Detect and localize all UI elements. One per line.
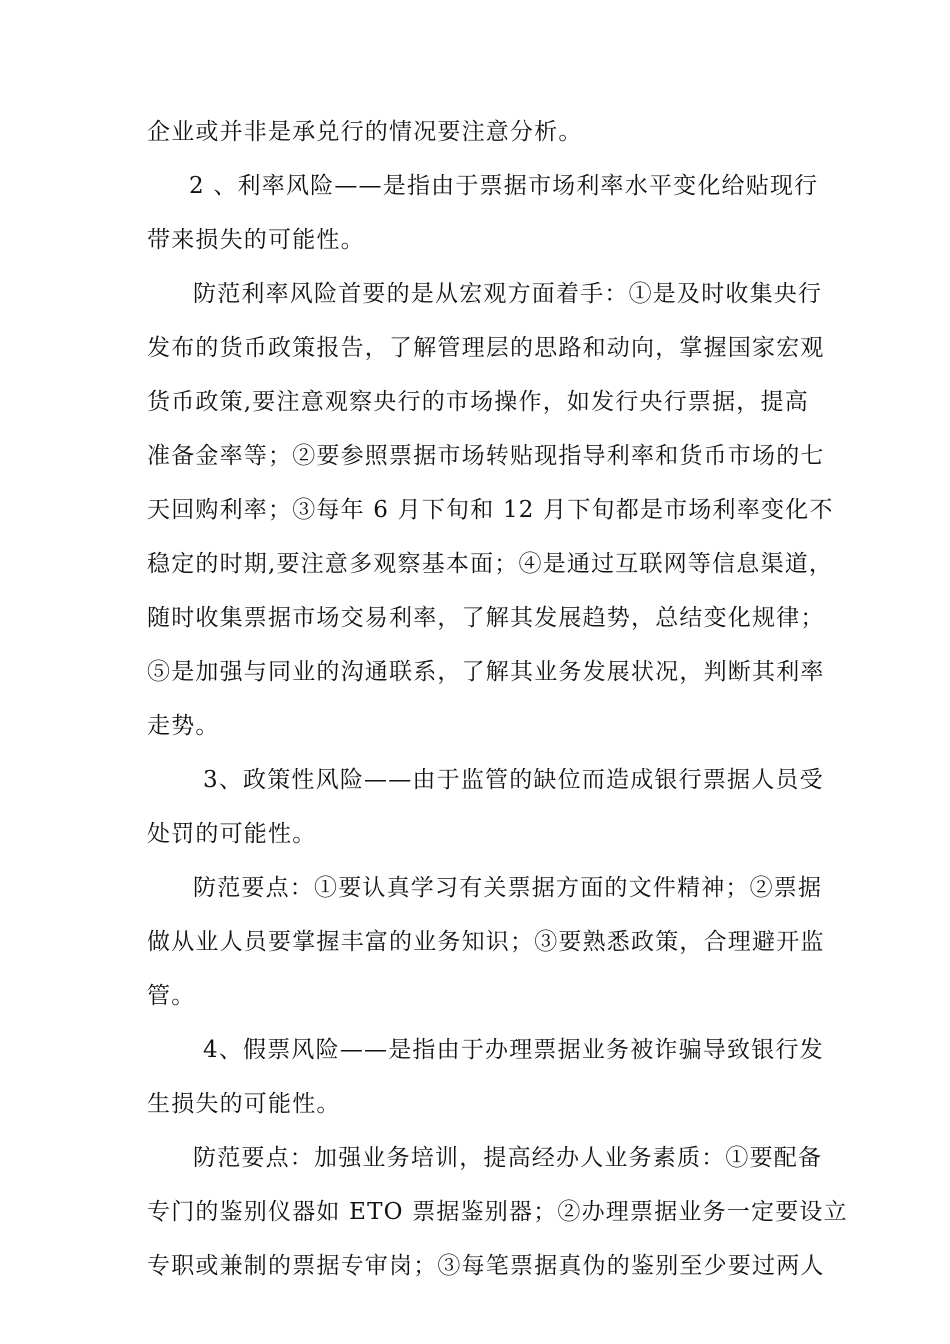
text-line: 生损失的可能性。 [147,1091,341,1117]
text-line: ⑤是加强与同业的沟通联系，了解其业务发展状况，判断其利率 [147,659,825,685]
text-line: 货币政策,要注意观察央行的市场操作，如发行央行票据，提高 [147,389,809,415]
text-line: 准备金率等；②要参照票据市场转贴现指导利率和货币市场的七 [147,443,825,469]
text-line: 走势。 [147,713,220,739]
text-line: 防范要点：①要认真学习有关票据方面的文件精神；②票据 [193,875,823,901]
text-line: 专门的鉴别仪器如 ETO 票据鉴别器；②办理票据业务一定要设立 [147,1199,848,1225]
text-line: 做从业人员要掌握丰富的业务知识；③要熟悉政策，合理避开监 [147,929,825,955]
text-line: 发布的货币政策报告，了解管理层的思路和动向，掌握国家宏观 [147,335,825,361]
text-line: 天回购利率；③每年 6 月下旬和 12 月下旬都是市场利率变化不 [147,497,834,523]
section-heading-counterfeit-risk: 4、假票风险——是指由于办理票据业务被诈骗导致银行发 [203,1037,824,1063]
text-line: 处罚的可能性。 [147,821,317,847]
text-line: 防范利率风险首要的是从宏观方面着手：①是及时收集央行 [193,281,823,307]
text-line: 稳定的时期,要注意多观察基本面；④是通过互联网等信息渠道， [147,551,834,577]
text-line: 防范要点：加强业务培训，提高经办人业务素质：①要配备 [193,1145,823,1171]
text-line: 随时收集票据市场交易利率，了解其发展趋势，总结变化规律； [147,605,825,631]
section-heading-interest-rate-risk: 2 、利率风险——是指由于票据市场利率水平变化给贴现行 [189,173,819,199]
text-line: 带来损失的可能性。 [147,227,365,253]
text-line: 专职或兼制的票据专审岗；③每笔票据真伪的鉴别至少要过两人 [147,1253,825,1279]
section-heading-policy-risk: 3、政策性风险——由于监管的缺位而造成银行票据人员受 [203,767,824,793]
text-line: 管。 [147,983,196,1009]
text-line: 企业或并非是承兑行的情况要注意分析。 [147,119,583,145]
